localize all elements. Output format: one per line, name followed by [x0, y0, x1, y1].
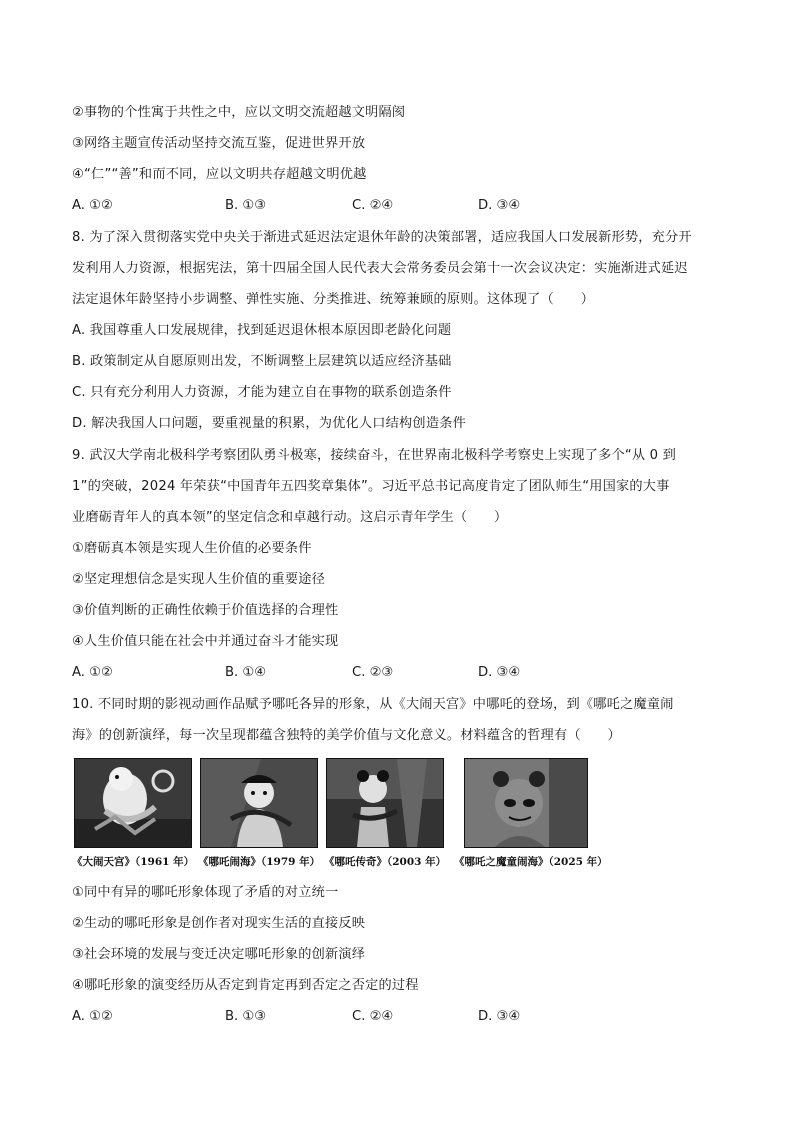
- nezha-1961-image: [74, 758, 192, 848]
- q10-option-b: B. ①③: [225, 1009, 267, 1024]
- q9-item-2: ②坚定理想信念是实现人生价值的重要途径: [72, 572, 325, 587]
- q10-item-3: ③社会环境的发展与变迁决定哪吒形象的创新演绎: [72, 947, 366, 962]
- q8-option-d: D. 解决我国人口问题，要重视量的积累，为优化人口结构创造条件: [72, 416, 466, 431]
- q9-item-1: ①磨砺真本领是实现人生价值的必要条件: [72, 541, 312, 556]
- q8-option-b: B. 政策制定从自愿原则出发，不断调整上层建筑以适应经济基础: [72, 354, 452, 369]
- nezha-2003-image: [326, 758, 444, 848]
- q8-option-c: C. 只有充分利用人力资源，才能为建立自在事物的联系创造条件: [72, 385, 452, 400]
- q10-option-a: A. ①②: [72, 1009, 113, 1024]
- q7-item-4: ④“仁”“善”和而不同，应以文明共存超越文明优越: [72, 167, 367, 182]
- q10-options: [72, 1008, 722, 1026]
- caption-2025: 《哪吒之魔童闹海》（2025 年）: [454, 856, 608, 868]
- q10-item-4: ④哪吒形象的演变经历从否定到肯定再到否定之否定的过程: [72, 978, 419, 993]
- q7-options: [72, 197, 722, 215]
- q9-option-b: B. ①④: [225, 665, 267, 680]
- q9-option-d: D. ③④: [478, 665, 521, 680]
- q9-item-4: ④人生价值只能在社会中并通过奋斗才能实现: [72, 634, 339, 649]
- q10-item-1: ①同中有异的哪吒形象体现了矛盾的对立统一: [72, 885, 339, 900]
- q9-stem-line-1: 9. 武汉大学南北极科学考察团队勇斗极寒，接续奋斗，在世界南北极科学考察史上实现了多个“从 0 到: [72, 448, 677, 463]
- q9-item-3: ③价值判断的正确性依赖于价值选择的合理性: [72, 603, 339, 618]
- q10-option-d: D. ③④: [478, 1009, 521, 1024]
- q7-item-3: ③网络主题宣传活动坚持交流互鉴，促进世界开放: [72, 136, 366, 151]
- q7-option-b: B. ①③: [225, 198, 267, 213]
- caption-1979: 《哪吒闹海》（1979 年）: [198, 856, 321, 868]
- q10-option-c: C. ②④: [352, 1009, 394, 1024]
- q7-item-2: ②事物的个性寓于共性之中，应以文明交流超越文明隔阂: [72, 105, 406, 120]
- q10-stem-line-2: 海》的创新演绎，每一次呈现都蕴含独特的美学价值与文化意义。材料蕴含的哲理有（ ）: [72, 728, 621, 743]
- q8-stem-line-2: 发利用人力资源，根据宪法，第十四届全国人民代表大会常务委员会第十一次会议决定：实施渐进式延迟: [72, 261, 688, 276]
- q7-option-a: A. ①②: [72, 198, 113, 213]
- nezha-2025-image: [464, 758, 588, 848]
- q8-option-a: A. 我国尊重人口发展规律，找到延迟退休根本原因即老龄化问题: [72, 323, 452, 338]
- q7-option-c: C. ②④: [352, 198, 394, 213]
- q8-stem-line-1: 8. 为了深入贯彻落实党中央关于渐进式延迟法定退休年龄的决策部署，适应我国人口发展新形势，充分开: [72, 230, 692, 245]
- q8-stem-line-3: 法定退休年龄坚持小步调整、弹性实施、分类推进、统筹兼顾的原则。这体现了（ ）: [72, 292, 595, 307]
- caption-2003: 《哪吒传奇》（2003 年）: [324, 856, 447, 868]
- q7-option-d: D. ③④: [478, 198, 521, 213]
- q10-stem-line-1: 10. 不同时期的影视动画作品赋予哪吒各异的形象，从《大闹天宫》中哪吒的登场，到《哪吒之魔童闹: [72, 697, 674, 712]
- nezha-image-strip: [72, 758, 612, 876]
- caption-1961: 《大闹天宫》（1961 年）: [72, 856, 195, 868]
- q9-option-c: C. ②③: [352, 665, 394, 680]
- q9-stem-line-2: 1”的突破，2024 年荣获“中国青年五四奖章集体”。习近平总书记高度肯定了团队师生“用国家的大事: [72, 479, 670, 494]
- q9-options: [72, 664, 722, 682]
- q9-stem-line-3: 业磨砺青年人的真本领”的坚定信念和卓越行动。这启示青年学生（ ）: [72, 510, 508, 525]
- q9-option-a: A. ①②: [72, 665, 113, 680]
- q10-item-2: ②生动的哪吒形象是创作者对现实生活的直接反映: [72, 916, 366, 931]
- nezha-1979-image: [200, 758, 318, 848]
